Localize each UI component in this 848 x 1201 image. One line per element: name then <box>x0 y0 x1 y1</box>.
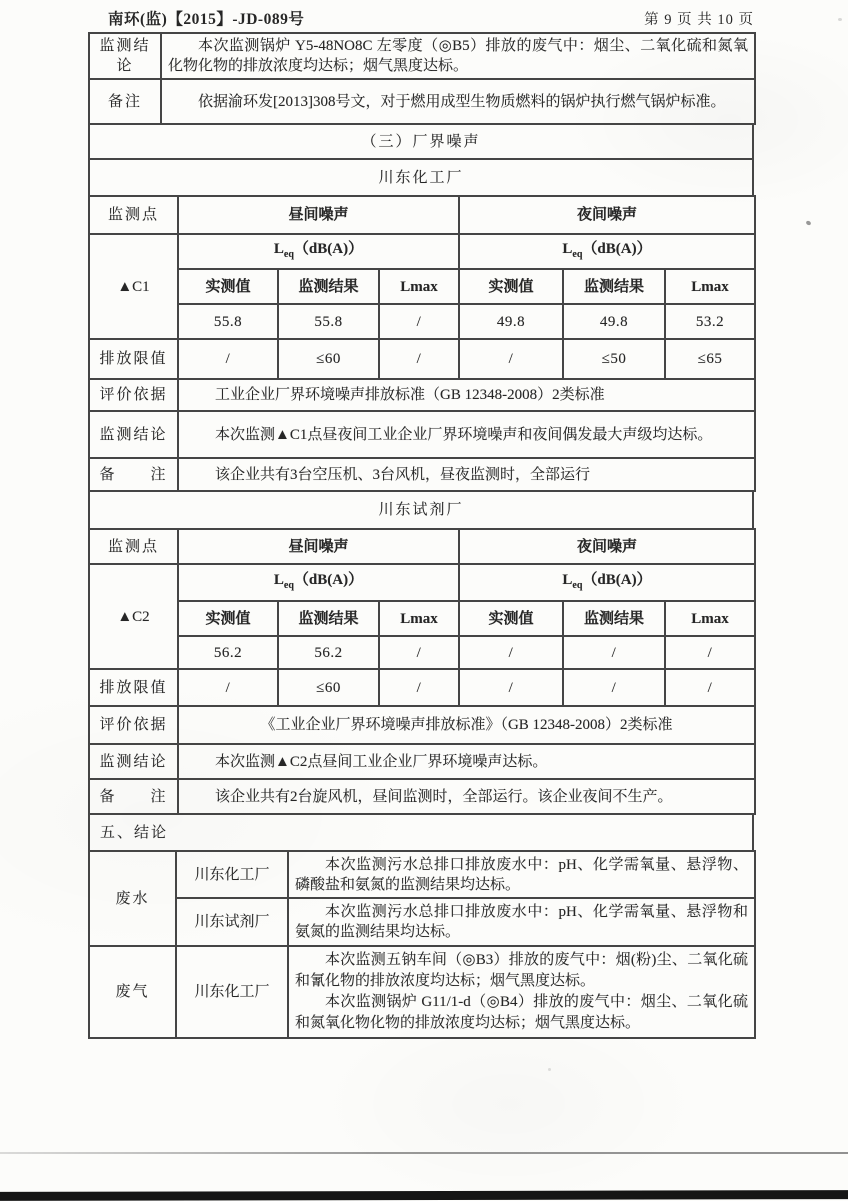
boiler-note-label: 备注 <box>89 79 161 124</box>
monitoring-conclusion-label: 监测结论 <box>89 744 178 779</box>
value-measured-night: 49.8 <box>459 304 563 339</box>
boiler-summary-table <box>88 32 756 125</box>
page-header <box>108 7 754 29</box>
col-header-measured-day: 实测值 <box>178 601 278 636</box>
eval-basis-text: 工业企业厂界环境噪声排放标准（GB 12348-2008）2类标准 <box>178 379 755 411</box>
factory2-header <box>88 490 754 530</box>
scan-speck <box>838 18 842 21</box>
noise-section-title: （三）厂界噪声 <box>89 124 753 159</box>
col-header-lmax-night: Lmax <box>665 269 755 304</box>
value-lmax-night: 53.2 <box>665 304 755 339</box>
col-header-lmax-day: Lmax <box>379 269 459 304</box>
leq-header-day <box>178 564 459 601</box>
monitoring-conclusion-label: 监测结论 <box>89 411 178 458</box>
leq-unit: （dB(A)） <box>582 240 652 257</box>
value-measured-day: 55.8 <box>178 304 278 339</box>
value-measured-night: / <box>459 636 563 669</box>
wastegas-paragraph-1: 本次监测五钠车间（◎B3）排放的废气中：烟(粉)尘、二氧化硫和氰化物的排放浓度均达标；烟气黑度达标。 <box>295 952 748 989</box>
wastegas-chemical-text <box>288 946 755 1038</box>
limit-result-day: ≤60 <box>278 339 379 379</box>
leq-unit: （dB(A)） <box>293 571 364 588</box>
wastewater-chemical-text: 本次监测污水总排口排放废水中：pH、化学需氧量、悬浮物、磷酸盐和氨氮的监测结果均达标。 <box>288 851 755 898</box>
limit-lmax-night: / <box>665 669 755 706</box>
factory-title-chuandong-chemical: 川东化工厂 <box>89 159 753 196</box>
point-label: 监测点 <box>89 196 178 234</box>
value-result-day: 56.2 <box>278 636 379 669</box>
limit-measured-day: / <box>178 339 278 379</box>
wastegas-paragraph-2: 本次监测锅炉 G11/1-d（◎B4）排放的废气中：烟尘、二氧化硫和氮氧化物化物的排放浓度均达标；烟气黑度达标。 <box>295 994 748 1031</box>
noise-table-c2 <box>88 528 756 815</box>
category-wastegas: 废气 <box>89 946 176 1038</box>
factory-name-reagent: 川东试剂厂 <box>176 898 288 946</box>
monitoring-conclusion-text: 本次监测▲C1点昼夜间工业企业厂界环境噪声和夜间偶发最大声级均达标。 <box>178 411 755 458</box>
night-noise-header: 夜间噪声 <box>459 529 755 564</box>
factory-name-chemical: 川东化工厂 <box>176 851 288 898</box>
col-header-result-night: 监测结果 <box>563 269 665 304</box>
eval-basis-text: 《工业企业厂界环境噪声排放标准》（GB 12348-2008）2类标准 <box>178 706 755 744</box>
limit-label: 排放限值 <box>89 339 178 379</box>
factory-name-chemical: 川东化工厂 <box>176 946 288 1038</box>
limit-measured-night: / <box>459 339 563 379</box>
eval-basis-label: 评价依据 <box>89 379 178 411</box>
final-section-header <box>88 813 754 852</box>
leq-base: L <box>562 240 573 257</box>
value-lmax-night: / <box>665 636 755 669</box>
limit-lmax-night: ≤65 <box>665 339 755 379</box>
leq-header-day <box>178 234 459 269</box>
col-header-measured-night: 实测值 <box>459 601 563 636</box>
limit-lmax-day: / <box>379 669 459 706</box>
point-id-text: ▲C1 <box>117 278 150 295</box>
night-noise-header: 夜间噪声 <box>459 196 755 234</box>
boiler-conclusion-text: 本次监测锅炉 Y5-48NO8C 左零度（◎B5）排放的废气中：烟尘、二氧化硫和氮氧化物化物的排放浓度均达标；烟气黑度达标。 <box>161 33 755 79</box>
point-id-text: ▲C2 <box>117 608 150 625</box>
leq-unit: （dB(A)） <box>582 571 652 588</box>
col-header-result-day: 监测结果 <box>278 269 379 304</box>
note-label: 备 注 <box>89 458 178 491</box>
col-header-result-night: 监测结果 <box>563 601 665 636</box>
category-wastewater: 废水 <box>89 851 176 946</box>
monitoring-point-id <box>89 234 178 339</box>
leq-base: L <box>562 571 573 588</box>
leq-sub: eq <box>283 248 294 260</box>
day-noise-header: 昼间噪声 <box>178 529 459 564</box>
eval-basis-label: 评价依据 <box>89 706 178 744</box>
note-text: 该企业共有3台空压机、3台风机，昼夜监测时，全部运行 <box>178 458 755 491</box>
boiler-conclusion-label: 监测结论 <box>89 33 161 79</box>
limit-result-night: / <box>563 669 665 706</box>
limit-measured-day: / <box>178 669 278 706</box>
final-section-title: 五、结论 <box>89 814 753 851</box>
col-header-measured-night: 实测值 <box>459 269 563 304</box>
point-label: 监测点 <box>89 529 178 564</box>
leq-sub: eq <box>283 579 294 591</box>
leq-sub: eq <box>572 579 583 591</box>
col-header-result-day: 监测结果 <box>278 601 379 636</box>
final-conclusions-table <box>88 850 756 1039</box>
day-noise-header: 昼间噪声 <box>178 196 459 234</box>
limit-lmax-day: / <box>379 339 459 379</box>
col-header-lmax-day: Lmax <box>379 601 459 636</box>
value-result-night: / <box>563 636 665 669</box>
report-body <box>88 32 754 1039</box>
value-result-night: 49.8 <box>563 304 665 339</box>
col-header-lmax-night: Lmax <box>665 601 755 636</box>
leq-header-night <box>459 234 755 269</box>
col-header-measured-day: 实测值 <box>178 269 278 304</box>
page-indicator: 第 9 页 共 10 页 <box>644 12 754 28</box>
noise-section-header <box>88 123 754 197</box>
boiler-note-text: 依据渝环发[2013]308号文，对于燃用成型生物质燃料的锅炉执行燃气锅炉标准。 <box>161 79 755 124</box>
factory-title-chuandong-reagent: 川东试剂厂 <box>89 491 753 529</box>
scan-artifact-line <box>0 1152 848 1154</box>
leq-header-night <box>459 564 755 601</box>
scan-speck <box>548 1068 551 1071</box>
note-text: 该企业共有2台旋风机，昼间监测时，全部运行。该企业夜间不生产。 <box>178 779 755 814</box>
leq-sub: eq <box>572 248 583 260</box>
leq-base: L <box>273 571 284 588</box>
value-result-day: 55.8 <box>278 304 379 339</box>
value-lmax-day: / <box>379 304 459 339</box>
monitoring-point-id <box>89 564 178 669</box>
limit-measured-night: / <box>459 669 563 706</box>
limit-label: 排放限值 <box>89 669 178 706</box>
leq-unit: （dB(A)） <box>293 240 364 257</box>
noise-table-c1 <box>88 195 756 492</box>
limit-result-night: ≤50 <box>563 339 665 379</box>
scan-artifact-bottom-band <box>0 1190 848 1201</box>
limit-result-day: ≤60 <box>278 669 379 706</box>
note-label: 备 注 <box>89 779 178 814</box>
monitoring-conclusion-text: 本次监测▲C2点昼间工业企业厂界环境噪声达标。 <box>178 744 755 779</box>
value-lmax-day: / <box>379 636 459 669</box>
value-measured-day: 56.2 <box>178 636 278 669</box>
document-number: 南环(监)【2015】-JD-089号 <box>108 11 305 28</box>
leq-base: L <box>273 240 284 257</box>
wastewater-reagent-text: 本次监测污水总排口排放废水中：pH、化学需氧量、悬浮物和氨氮的监测结果均达标。 <box>288 898 755 946</box>
